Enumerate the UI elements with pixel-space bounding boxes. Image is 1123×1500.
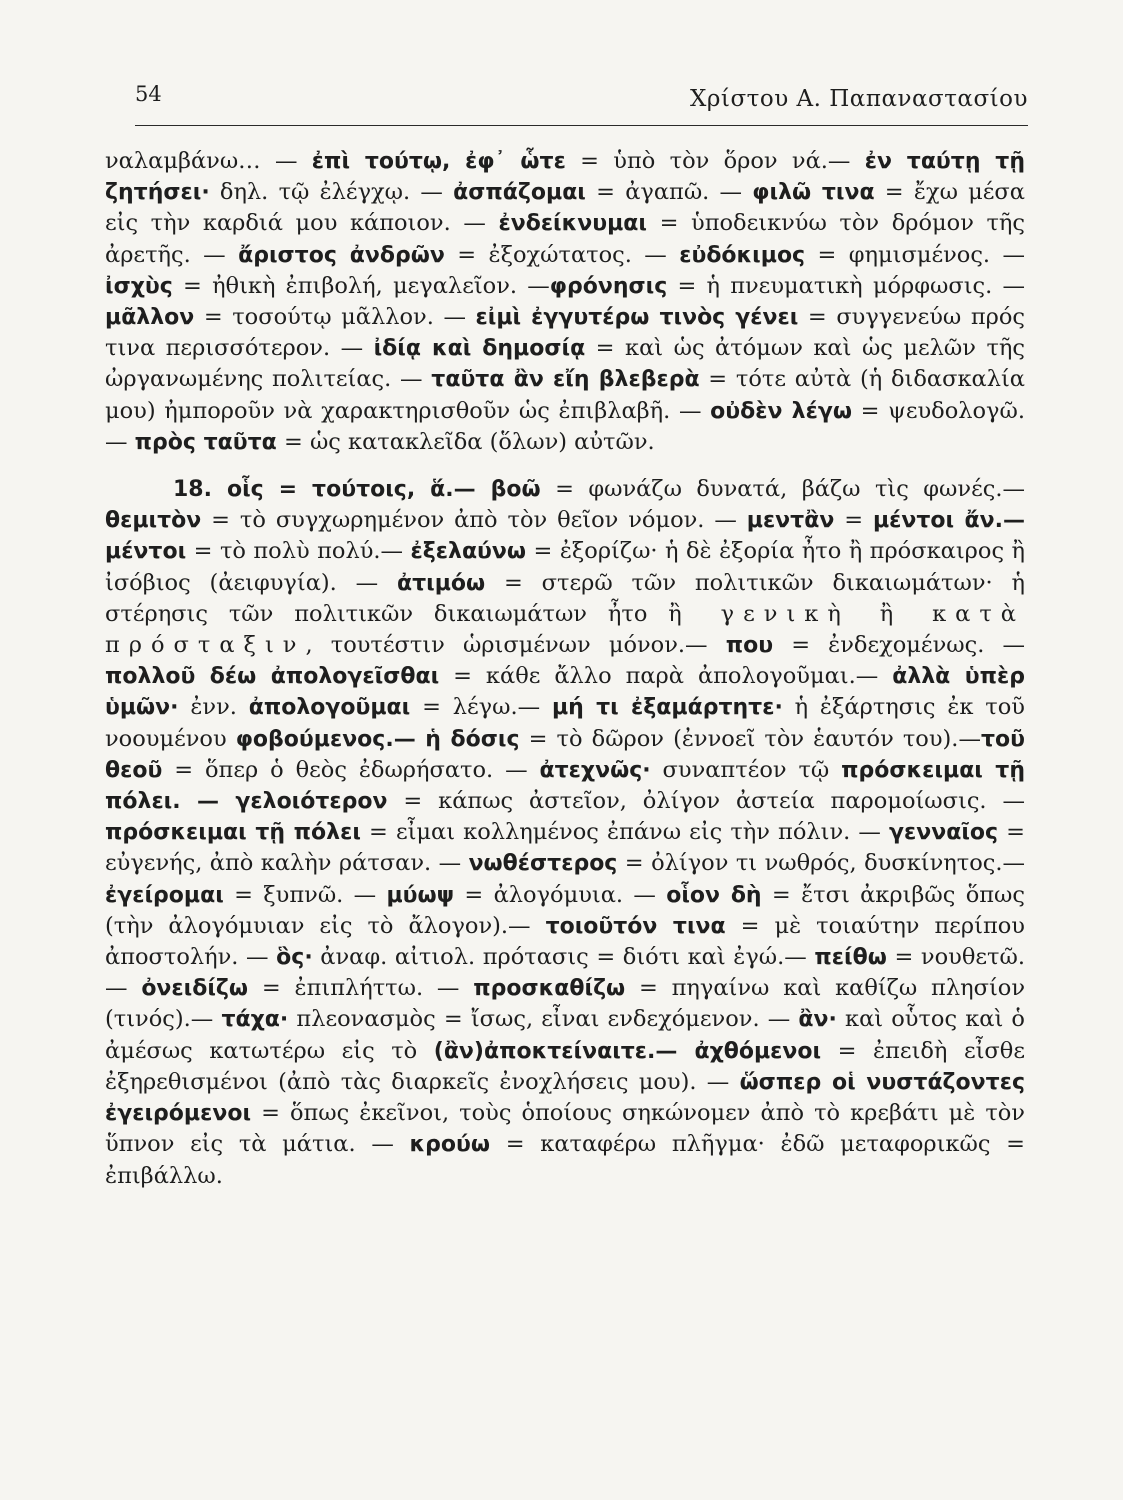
headword: 18. οἷς = τούτοις, ἅ.— βοῶ bbox=[173, 477, 541, 503]
gloss-text: = στερῶ τῶν πολιτικῶν δικαιωμάτων· ἡ στέρησις τῶν πολιτικῶν δικαιωμάτων ἦτο bbox=[105, 569, 1025, 627]
headword: ὥσπερ οἱ νυστάζοντες ἐγειρόμενοι bbox=[105, 1069, 1025, 1127]
headword: μή τι ἐξαμάρτητε· bbox=[551, 695, 783, 721]
gloss-text: ναλαμβάνω… — bbox=[105, 148, 312, 174]
headword: ὀνειδίζω bbox=[141, 976, 249, 1002]
headword: οἷον δὴ bbox=[666, 882, 762, 908]
headword: ἐνδείκνυμαι bbox=[498, 211, 647, 237]
gloss-text: = ὑπὸ τὸν ὅρον νά.— bbox=[565, 148, 865, 174]
running-title: Χρίστου Α. Παπαναστασίου bbox=[690, 86, 1028, 112]
gloss-text: ἀναφ. αἰτιολ. πρότασις = διότι καὶ ἐγώ.— bbox=[312, 944, 815, 971]
page-number: 54 bbox=[135, 82, 162, 106]
gloss-text: = ὡς κατακλεῖδα (ὅλων) αὐτῶν. bbox=[276, 428, 655, 455]
header-rule bbox=[135, 125, 1028, 126]
headword: πολλοῦ δέω ἀπολογεῖσθαι bbox=[105, 664, 440, 690]
gloss-text: = τὸ δῶρον (ἐννοεῖ τὸν ἑαυτόν του).— bbox=[519, 725, 981, 752]
headword: μύωψ bbox=[386, 882, 455, 908]
headword: ἀτιμόω bbox=[396, 570, 486, 596]
gloss-text: = κάπως ἀστεῖον, ὀλίγον ἀστεία παρομοίωσις. — bbox=[387, 788, 1025, 815]
headword: πείθω bbox=[814, 945, 887, 971]
gloss-text: = τότε αὐτὰ (ἡ διδασκαλία μου) ἠμποροῦν νὰ χαρακτηρισθοῦν ὡς ἐπιβλαβῆ. — bbox=[105, 366, 1025, 424]
spaced-text: ἢ γενικὴ ἢ κατὰ πρόσταξιν bbox=[105, 600, 1025, 659]
gloss-text: = ἔτσι ἀκριβῶς ὅπως (τὴν ἀλογόμυιαν εἰς τὸ ἄλογον).— bbox=[105, 881, 1025, 939]
gloss-text: = ξυπνῶ. — bbox=[223, 881, 387, 908]
gloss-text: = ἀλογόμυια. — bbox=[454, 881, 667, 908]
gloss-text: = κάθε ἄλλο παρὰ ἀπολογοῦμαι.— bbox=[439, 663, 893, 690]
gloss-text: = εὐγενής, ἀπὸ καλὴν ράτσαν. — bbox=[105, 819, 1025, 877]
headword: μεντἂν bbox=[746, 508, 835, 534]
headword: οὐδὲν λέγω bbox=[710, 398, 852, 424]
gloss-text: = ἡ πνευματικὴ μόρφωσις. — bbox=[667, 272, 1025, 299]
gloss-text: = ὑποδεικνύω τὸν δρόμον τῆς ἀρετῆς. — bbox=[105, 210, 1025, 268]
gloss-text: ἡ ἐξάρτησις ἐκ τοῦ νοουμένου bbox=[105, 694, 1025, 752]
gloss-text: = ὅπως ἐκεῖνοι, τοὺς ὁποίους σηκώνομεν ἀπὸ τὸ κρεβάτι μὲ τὸν ὕπνον εἰς τὰ μάτια. — bbox=[105, 1100, 1025, 1158]
gloss-text: = ἐπιπλήττω. — bbox=[248, 975, 474, 1002]
headword: πρὸς ταῦτα bbox=[134, 429, 277, 455]
headword: τοιοῦτόν τινα bbox=[545, 913, 726, 939]
headword: ἀπολογοῦμαι bbox=[248, 695, 411, 721]
headword: (ἂν)ἀποκτείναιτε.— ἀχθόμενοι bbox=[433, 1038, 822, 1064]
gloss-text: = ἔχω μέσα εἰς τὴν καρδιά μου κάποιον. — bbox=[105, 179, 1025, 237]
headword: ἰδίᾳ καὶ δημοσίᾳ bbox=[373, 336, 586, 362]
headword: ἐν ταύτῃ τῇ ζητήσει· bbox=[105, 149, 1026, 206]
gloss-text: = ἐξοχώτατος. — bbox=[444, 241, 680, 268]
gloss-text: = τοσούτῳ μᾶλλον. — bbox=[194, 304, 476, 331]
gloss-text: = καὶ ὡς ἀτόμων καὶ ὡς μελῶν τῆς ὠργανωμένης πολιτείας. — bbox=[105, 335, 1025, 393]
headword: ἐξελαύνω bbox=[410, 539, 527, 565]
headword: ἀτεχνῶς· bbox=[539, 757, 651, 783]
gloss-text: δηλ. τῷ ἐλέγχῳ. — bbox=[209, 179, 454, 206]
gloss-text: = ἀγαπῶ. — bbox=[585, 179, 753, 206]
headword: τάχα· bbox=[221, 1007, 289, 1033]
headword: ἂν· bbox=[798, 1007, 837, 1033]
gloss-text: = καταφέρω πλῆγμα· ἐδῶ μεταφορικῶς = ἐπιβάλλω. bbox=[105, 1131, 1025, 1189]
gloss-text: = ἐξορίζω· ἡ δὲ ἐξορία ἦτο ἢ πρόσκαιρος ἢ ἰσόβιος (ἀειφυγία). — bbox=[105, 538, 1025, 596]
headword: κρούω bbox=[409, 1132, 491, 1158]
headword: γενναῖος bbox=[889, 820, 999, 846]
gloss-text: = λέγω.— bbox=[410, 694, 552, 721]
gloss-text: = τὸ πολὺ πολύ.— bbox=[186, 538, 411, 565]
headword: ταῦτα ἂν εἴη βλεβερὰ bbox=[431, 367, 700, 393]
headword: φρόνησις bbox=[549, 273, 668, 299]
gloss-text: , τουτέστιν ὡρισμένων μόνον.— bbox=[305, 632, 726, 659]
headword: τοῦ θεοῦ bbox=[105, 726, 1025, 783]
glossary-paragraph bbox=[105, 474, 1025, 1192]
gloss-text: = τὸ συγχωρημένον ἀπὸ τὸν θεῖον νόμον. — bbox=[201, 507, 747, 534]
headword: ὃς· bbox=[276, 945, 313, 971]
headword: ἐγείρομαι bbox=[105, 882, 224, 908]
gloss-text: = φημισμένος. — bbox=[805, 241, 1025, 268]
gloss-text: = bbox=[834, 507, 873, 534]
gloss-text: καὶ οὗτος καὶ ὁ ἀμέσως κατωτέρω εἰς τὸ bbox=[105, 1006, 1025, 1064]
body-text bbox=[105, 146, 1025, 1192]
gloss-text: = ἠθικὴ ἐπιβολή, μεγαλεῖον. — bbox=[172, 272, 550, 299]
headword: εὐδόκιμος bbox=[679, 242, 806, 268]
gloss-text: ἐνν. bbox=[178, 694, 249, 721]
headword: ἐπὶ τούτῳ, ἐφ᾽ ὧτε bbox=[311, 149, 566, 174]
headword: προσκαθίζω bbox=[473, 976, 626, 1002]
headword: πρόσκειμαι τῇ πόλει bbox=[105, 820, 361, 846]
gloss-text: = ἐπειδὴ εἶσθε ἐξηρεθισμένοι (ἀπὸ τὰς διαρκεῖς ἐνοχλήσεις μου). — bbox=[105, 1037, 1025, 1095]
headword: φιλῶ τινα bbox=[752, 180, 875, 206]
gloss-text: = πηγαίνω καὶ καθίζω πλησίον (τινός).— bbox=[105, 975, 1025, 1033]
gloss-text: = συγγενεύω πρός τινα περισσότερον. — bbox=[105, 304, 1026, 362]
headword: που bbox=[725, 633, 774, 659]
headword: πρόσκειμαι τῇ πόλει. — γελοιότερον bbox=[105, 757, 1025, 815]
headword: νωθέστερος bbox=[468, 851, 618, 877]
gloss-text: = ψευδολογῶ. — bbox=[105, 397, 1025, 455]
headword: εἰμὶ ἐγγυτέρω τινὸς γένει bbox=[475, 305, 799, 331]
headword: ἰσχὺς bbox=[105, 273, 173, 299]
gloss-text: = ὀλίγον τι νωθρός, δυσκίνητος.— bbox=[617, 850, 1025, 877]
headword: ἀσπάζομαι bbox=[453, 180, 586, 206]
headword: μᾶλλον bbox=[105, 305, 195, 331]
headword: μέντοι ἄν.— μέντοι bbox=[105, 508, 1025, 565]
glossary-paragraph bbox=[105, 146, 1025, 458]
gloss-text: = μὲ τοιαύτην περίπου ἀποστολήν. — bbox=[105, 912, 1025, 971]
gloss-text: = φωνάζω δυνατά, βάζω τὶς φωνές.— bbox=[540, 476, 1025, 503]
gloss-text: = εἶμαι κολλημένος ἐπάνω εἰς τὴν πόλιν. — bbox=[360, 819, 889, 846]
headword: ἀλλὰ ὑπὲρ ὑμῶν· bbox=[105, 664, 1025, 721]
gloss-text: συναπτέον τῷ bbox=[650, 756, 842, 783]
gloss-text: = ὅπερ ὁ θεὸς ἐδωρήσατο. — bbox=[162, 756, 540, 783]
headword: φοβούμενος.— ἡ δόσις bbox=[235, 726, 520, 752]
gloss-text: = ἐνδεχομένως. — bbox=[773, 632, 1025, 659]
page-header bbox=[135, 74, 1028, 114]
gloss-text: = νουθετῶ.— bbox=[105, 944, 1025, 1002]
headword: ἄριστος ἀνδρῶν bbox=[238, 242, 445, 268]
gloss-text: πλεονασμὸς = ἴσως, εἶναι ενδεχόμενον. — bbox=[288, 1006, 799, 1033]
headword: θεμιτὸν bbox=[105, 508, 202, 534]
